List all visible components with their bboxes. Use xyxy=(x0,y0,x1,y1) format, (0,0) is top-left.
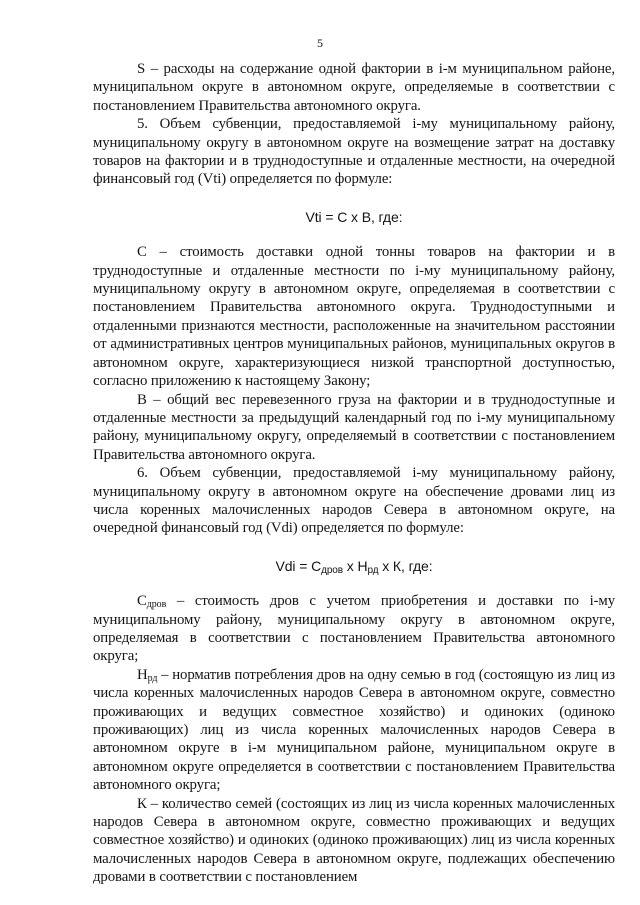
formula-vdi-sub-drov: дров xyxy=(321,564,343,576)
formula-vdi xyxy=(93,557,615,575)
document-body xyxy=(93,60,615,887)
paragraph-nrd-definition xyxy=(93,666,615,795)
page-number: 5 xyxy=(317,36,323,50)
paragraph-c-definition: С – стоимость доставки одной тонны товаров на фактории и в труднодоступные и отдаленные местности по i-му муниципальному району, муниципальному округу в автономном округе, определяемая в соответствии с постановлением Правительства автономного округа. Труднодоступными и отдаленными признаются местности, расположенные на значительном расстоянии от административных центров муниципальных районов, муниципальных округов в автономном округе, характеризующиеся низкой транспортной доступностью, согласно приложению к настоящему Закону; xyxy=(93,244,615,390)
nrd-text: – норматив потребления дров на одну семью в год (состоящую из лиц из числа коренных малочисленных народов Севера в автономном округе, совместно проживающих и ведущих совместное хозяйство) и одиноких (одиноко проживающих) лиц из числа коренных малочисленных народов Севера в автономном округе в i-м муниципальном районе, муниципальном округе в автономном округе определяется в соответствии с постановлением Правительства автономного округа; xyxy=(93,666,615,794)
paragraph-item-6: 6. Объем субвенции, предоставляемой i-му муниципальному району, муниципальному округу в автономном округе на обеспечение дровами лиц из числа коренных малочисленных народов Севера в автономном округе, на очередной финансовый год (Vdi) определяется по формуле: xyxy=(93,465,615,537)
formula-vdi-rhs: х К, где: xyxy=(378,557,433,574)
paragraph-s-definition: S – расходы на содержание одной фактории в i-м муниципальном районе, муниципальном округе в автономном округе, определяемые в соответствии с постановлением Правительства автономного округа. xyxy=(93,61,615,114)
nrd-subscript: рд xyxy=(147,672,158,684)
cdrov-text: – стоимость дров с учетом приобретения и доставки по i-му муниципальному району, муниципальному округу в автономном округе, определяемая в соответствии с постановлением Правительства автономного округа; xyxy=(93,593,615,665)
paragraph-k-definition: К – количество семей (состоящих из лиц из числа коренных малочисленных народов Севера в автономном округе, совместно проживающих и ведущих совместное хозяйство) и одиноких (одиноко проживающих) лиц из числа коренных малочисленных народов Севера в автономном округе, подлежащих обеспечению дровами в соответствии с постановлением xyxy=(93,795,615,886)
cdrov-symbol: С xyxy=(137,593,147,610)
paragraph-b-definition: В – общий вес перевезенного груза на фактории и в труднодоступные и отдаленные местности за предыдущий календарный год по i-му муниципальному району, муниципальному округу, определяемый в соответствии с постановлением Правительства автономного округа. xyxy=(93,391,615,463)
formula-vdi-lhs: Vdi = С xyxy=(275,557,322,574)
paragraph-cdrov-definition xyxy=(93,592,615,666)
nrd-symbol: Н xyxy=(137,666,148,683)
formula-vdi-sub-rd: рд xyxy=(367,564,379,576)
cdrov-subscript: дров xyxy=(146,599,167,611)
paragraph-item-5: 5. Объем субвенции, предоставляемой i-му муниципальному району, муниципальному округу в автономном округе на возмещение затрат на доставку товаров на фактории и в труднодоступные и отдаленные местности, на очередной финансовый год (Vti) определяется по формуле: xyxy=(93,116,615,188)
formula-vti: Vti = С х В, где: xyxy=(305,208,403,225)
formula-vdi-mid: х Н xyxy=(342,557,368,574)
